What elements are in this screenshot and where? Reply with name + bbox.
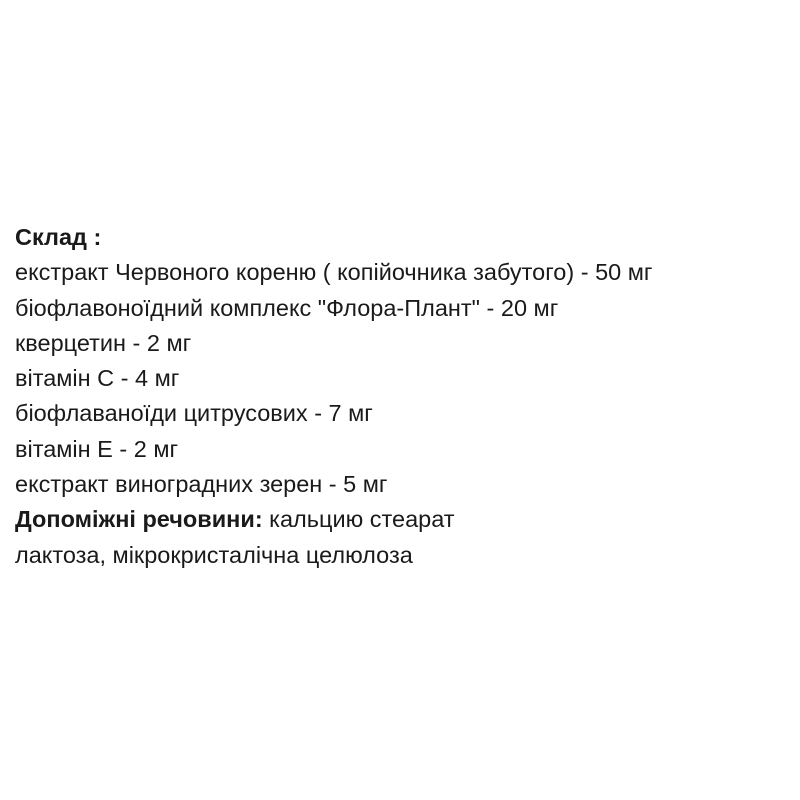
excipients-value: кальцию стеарат [262,506,455,533]
ingredient-item: біофлаваноїди цитрусових - 7 мг [15,400,373,427]
ingredient-item: екстракт Червоного кореню ( копійочника забутого) - 50 мг [15,259,653,286]
ingredient-item: кверцетин - 2 мг [15,329,192,356]
ingredient-list [15,255,795,502]
ingredient-item: екстракт виноградних зерен - 5 мг [15,471,388,498]
ingredient-item: вітамін С - 4 мг [15,365,180,392]
excipients-line [15,502,795,537]
composition-heading: Склад : [15,224,102,250]
ingredient-item: біофлавоноїдний комплекс "Флора-Плант" - 20 мг [15,294,559,321]
ingredient-item: вітамін Е - 2 мг [15,435,179,462]
excipients-continuation: лактоза, мікрокристалічна целюлоза [15,541,413,568]
composition-document [15,220,795,573]
excipients-label: Допоміжні речовини: [15,506,263,533]
